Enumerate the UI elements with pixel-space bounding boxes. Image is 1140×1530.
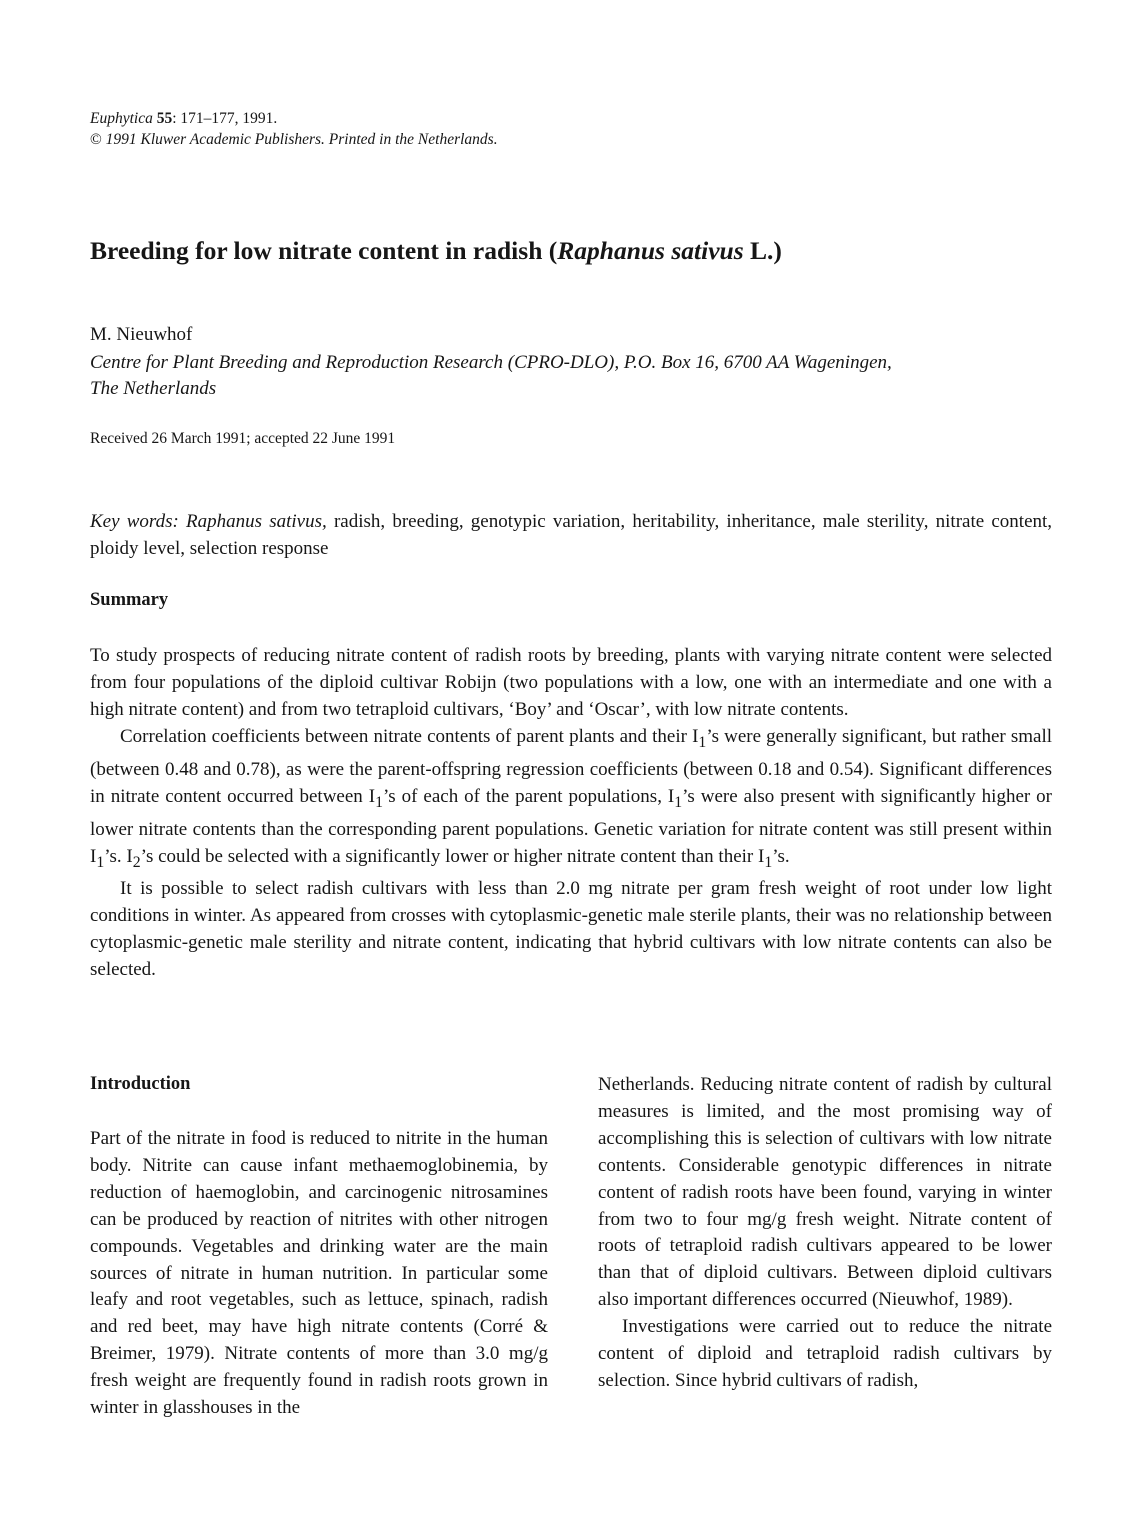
- citation-line: [90, 108, 498, 129]
- subscript: 1: [674, 793, 683, 811]
- summary-text: ’s of each of the parent populations, I: [383, 785, 675, 807]
- journal-volume: 55: [156, 110, 173, 127]
- summary-text: ’s. I: [104, 845, 133, 867]
- introduction-paragraph-2: Investigations were carried out to reduce the nitrate content of diploid and tetraploid radish cultivars by selection. Since hybrid cultivars of radish,: [598, 1316, 1052, 1391]
- copyright-line: [90, 129, 498, 150]
- keywords-species: Raphanus sativus,: [186, 511, 327, 532]
- copyright-symbol: ©: [90, 131, 102, 148]
- subscript: 1: [698, 733, 707, 751]
- title-main: Breeding for low nitrate content in radish (: [90, 236, 558, 265]
- paper-title: [90, 236, 782, 266]
- title-species: Raphanus sativus: [557, 236, 744, 265]
- summary-text: Correlation coefficients between nitrate contents of parent plants and their I: [120, 726, 699, 747]
- subscript: 1: [96, 853, 105, 871]
- introduction-column-1: Part of the nitrate in food is reduced to nitrite in the human body. Nitrite can cause infant methaemoglobinemia, by reduction of haemoglobin, and carcinogenic nitrosamines can be produced by reaction of nitrites with other nitrogen compounds. Vegetables and drinking water are the main sources of nitrate in human nutrition. In particular some leafy and root vegetables, such as lettuce, spinach, radish and red beet, may have high nitrate contents (Corré & Breimer, 1979). Nitrate contents of more than 3.0 mg/g fresh weight are frequently found in radish roots grown in winter in glasshouses in the: [90, 1128, 548, 1419]
- subscript: 2: [132, 853, 141, 871]
- summary-paragraph-2: [90, 723, 1052, 875]
- summary-text: ’s were generally significant, but rather small (between 0.48 and 0.78), as were the parent-offspring regression coefficients (between 0.18 and 0.54). Significant differences in nitrate content occurred between I: [90, 726, 1053, 807]
- introduction-paragraph-continued: Netherlands. Reducing nitrate content of radish by cultural measures is limited, and the most promising way of accomplishing this is selection of cultivars with low nitrate contents. Considerable genotypic differences in nitrate content of radish roots have been found, varying in winter from two to four mg/g fresh weight. Nitrate content of roots of tetraploid radish cultivars appeared to be lower than that of diploid cultivars. Between diploid cultivars also important differences occurred (Nieuwhof, 1989).: [598, 1074, 1052, 1311]
- affiliation-line-2: The Netherlands: [90, 378, 217, 399]
- subscript: 1: [375, 793, 383, 811]
- summary-body: [90, 642, 1052, 983]
- affiliation-line-1: Centre for Plant Breeding and Reproduction Research (CPRO-DLO), P.O. Box 16, 6700 AA Wageningen,: [90, 352, 892, 373]
- subscript: 1: [764, 853, 773, 871]
- journal-pages: : 171–177, 1991.: [172, 110, 278, 127]
- journal-citation: [90, 108, 498, 150]
- keywords: [90, 508, 1052, 562]
- affiliation: [90, 350, 1055, 402]
- summary-paragraph-3: It is possible to select radish cultivars with less than 2.0 mg nitrate per gram fresh weight of root under low light conditions in winter. As appeared from crosses with cytoplasmic-genetic male sterile plants, their was no relationship between cytoplasmic-genetic male sterility and nitrate content, indicating that hybrid cultivars with low nitrate contents can also be selected.: [90, 878, 1052, 981]
- summary-heading: Summary: [90, 590, 169, 610]
- received-date: Received 26 March 1991; accepted 22 June 1991: [90, 430, 396, 447]
- title-suffix: L.): [743, 236, 782, 265]
- copyright-text: 1991 Kluwer Academic Publishers. Printed in the Netherlands.: [105, 131, 498, 148]
- introduction-heading: Introduction: [90, 1074, 191, 1094]
- keywords-list: radish, breeding, genotypic variation, heritability, inheritance, male sterility, nitrate content, ploidy level, selection response: [90, 511, 1053, 559]
- author-name: M. Nieuwhof: [90, 324, 193, 345]
- keywords-label: Key words:: [90, 511, 179, 532]
- introduction-column-2: [598, 1072, 1052, 1395]
- journal-name: Euphytica: [90, 110, 153, 127]
- summary-text: ’s.: [772, 845, 790, 867]
- summary-text: ’s were also present with significantly higher or lower nitrate contents than the corresponding parent populations. Genetic variation for nitrate content was still present within I: [90, 785, 1052, 867]
- summary-paragraph-1: To study prospects of reducing nitrate content of radish roots by breeding, plants with varying nitrate content were selected from four populations of the diploid cultivar Robijn (two populations with a low, one with an intermediate and one with a high nitrate content) and from two tetraploid cultivars, ‘Boy’ and ‘Oscar’, with low nitrate contents.: [90, 645, 1052, 720]
- summary-text: ’s could be selected with a significantly lower or higher nitrate content than their I: [140, 845, 765, 867]
